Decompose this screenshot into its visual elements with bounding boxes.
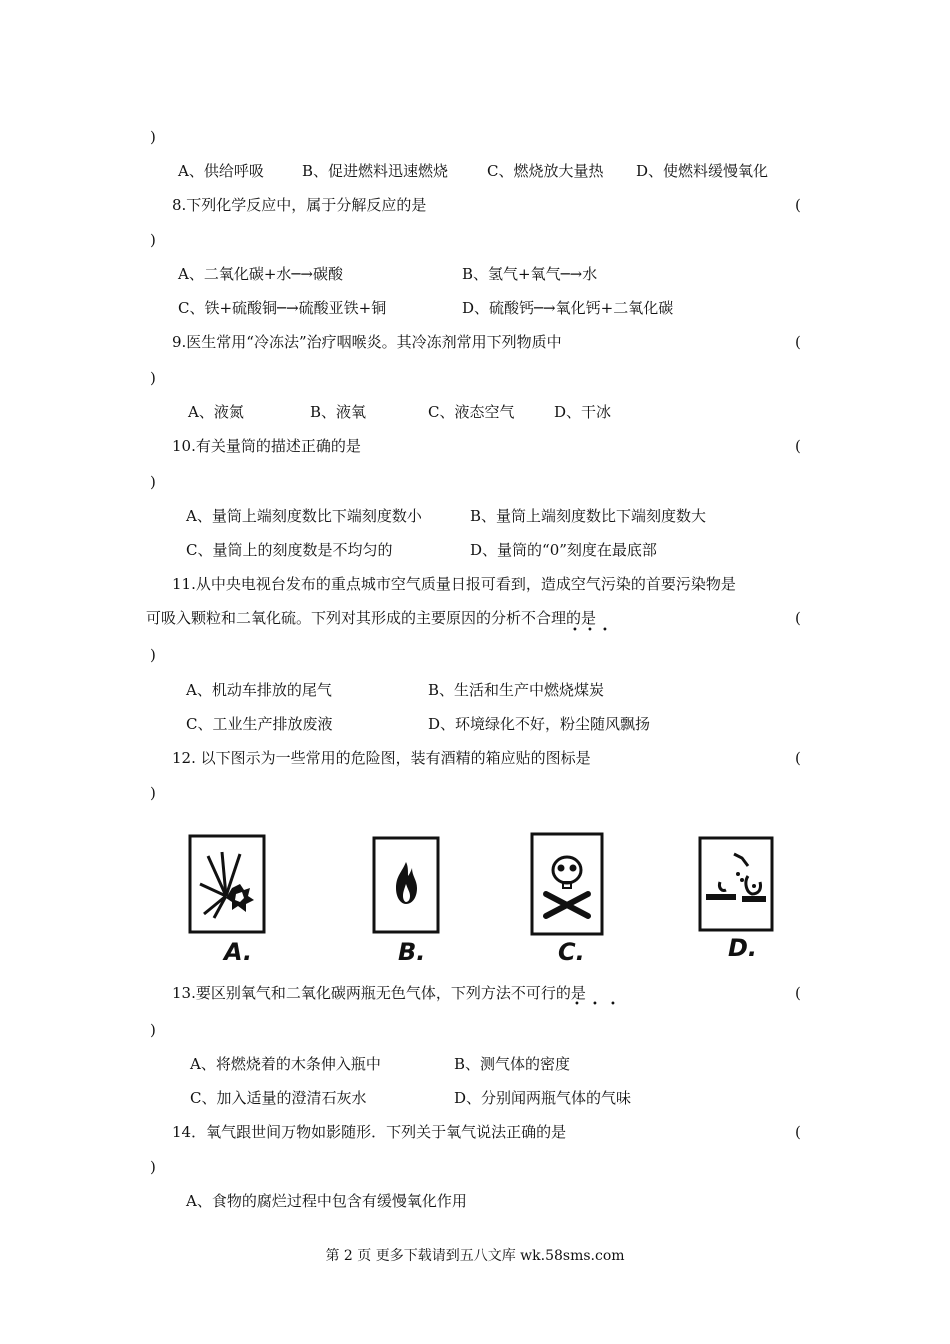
paren-close-q13: )	[150, 1021, 156, 1039]
q10-option-a: A、量筒上端刻度数比下端刻度数小	[186, 507, 422, 525]
q11-stem-line2: 可吸入颗粒和二氧化硫。下列对其形成的主要原因的分析不合理的是	[146, 609, 597, 627]
explosive-icon	[188, 834, 268, 938]
q8-stem: 8.下列化学反应中，属于分解反应的是	[172, 196, 427, 214]
q9-option-a: A、液氮	[188, 403, 244, 421]
q13-option-c: C、加入适量的澄清石灰水	[190, 1089, 367, 1107]
q7-option-c: C、燃烧放大量热	[487, 162, 604, 180]
q8-option-b: B、氢气+氧气─→水	[462, 265, 598, 283]
q10-option-c: C、量筒上的刻度数是不均匀的	[186, 541, 393, 559]
emphasis-dot: •	[602, 625, 608, 636]
paren-open-q9: (	[795, 333, 801, 351]
q11-option-c: C、工业生产排放废液	[186, 715, 333, 733]
icon-label-c: C.	[558, 938, 585, 966]
emphasis-dot: •	[610, 999, 616, 1010]
emphasis-dot: •	[587, 625, 593, 636]
emphasis-dot: •	[592, 999, 598, 1010]
q11-option-b: B、生活和生产中燃烧煤炭	[428, 681, 605, 699]
corrosive-icon	[698, 836, 774, 936]
icon-label-a: A.	[224, 938, 253, 966]
paren-open-q13: (	[795, 984, 801, 1002]
paren-close-q12: )	[150, 784, 156, 802]
paren-close-q11: )	[150, 646, 156, 664]
q10-stem: 10.有关量筒的描述正确的是	[172, 437, 361, 455]
q11-option-a: A、机动车排放的尾气	[186, 681, 332, 699]
paren-open-q12: (	[795, 749, 801, 767]
flammable-icon	[372, 836, 440, 938]
q7-option-b: B、促进燃料迅速燃烧	[302, 162, 449, 180]
page-footer: 第 2 页 更多下载请到五八文库 wk.58sms.com	[325, 1248, 625, 1264]
toxic-icon	[530, 832, 604, 940]
emphasis-dot: •	[574, 999, 580, 1010]
q8-option-a: A、二氧化碳+水─→碳酸	[178, 265, 344, 283]
paren-close-q9: )	[150, 369, 156, 387]
paren-close-q10: )	[150, 473, 156, 491]
q11-stem-line1: 11.从中央电视台发布的重点城市空气质量日报可看到，造成空气污染的首要污染物是	[172, 575, 736, 593]
paren-open-q14: (	[795, 1123, 801, 1141]
q8-option-d: D、硫酸钙─→氧化钙+二氧化碳	[462, 299, 674, 317]
q14-option-a: A、食物的腐烂过程中包含有缓慢氧化作用	[186, 1192, 467, 1210]
paren-open-q8: (	[795, 196, 801, 214]
q9-stem: 9.医生常用“冷冻法”治疗咽喉炎。其冷冻剂常用下列物质中	[172, 333, 562, 351]
q13-option-b: B、测气体的密度	[454, 1055, 571, 1073]
paren-close-q7: )	[150, 128, 156, 146]
q11-option-d: D、环境绿化不好，粉尘随风飘扬	[428, 715, 651, 733]
q7-option-d: D、使燃料缓慢氧化	[636, 162, 769, 180]
q10-option-b: B、量筒上端刻度数比下端刻度数大	[470, 507, 707, 525]
q14-stem: 14．氧气跟世间万物如影随形．下列关于氧气说法正确的是	[172, 1123, 567, 1141]
q9-option-d: D、干冰	[554, 403, 612, 421]
paren-close-q8: )	[150, 231, 156, 249]
q13-stem: 13.要区别氧气和二氧化碳两瓶无色气体，下列方法不可行的是	[172, 984, 586, 1002]
icon-label-d: D.	[728, 934, 758, 962]
q13-option-a: A、将燃烧着的木条伸入瓶中	[190, 1055, 381, 1073]
q8-option-c: C、铁+硫酸铜─→硫酸亚铁+铜	[178, 299, 387, 317]
q12-stem: 12. 以下图示为一些常用的危险图，装有酒精的箱应贴的图标是	[172, 749, 591, 767]
q7-option-a: A、供给呼吸	[178, 162, 264, 180]
q10-option-d: D、量筒的“0”刻度在最底部	[470, 541, 657, 559]
q9-option-c: C、液态空气	[428, 403, 515, 421]
paren-open-q10: (	[795, 437, 801, 455]
paren-close-q14: )	[150, 1158, 156, 1176]
q9-option-b: B、液氧	[310, 403, 367, 421]
paren-open-q11: (	[795, 609, 801, 627]
icon-label-b: B.	[398, 938, 426, 966]
emphasis-dot: •	[572, 625, 578, 636]
q13-option-d: D、分别闻两瓶气体的气味	[454, 1089, 632, 1107]
